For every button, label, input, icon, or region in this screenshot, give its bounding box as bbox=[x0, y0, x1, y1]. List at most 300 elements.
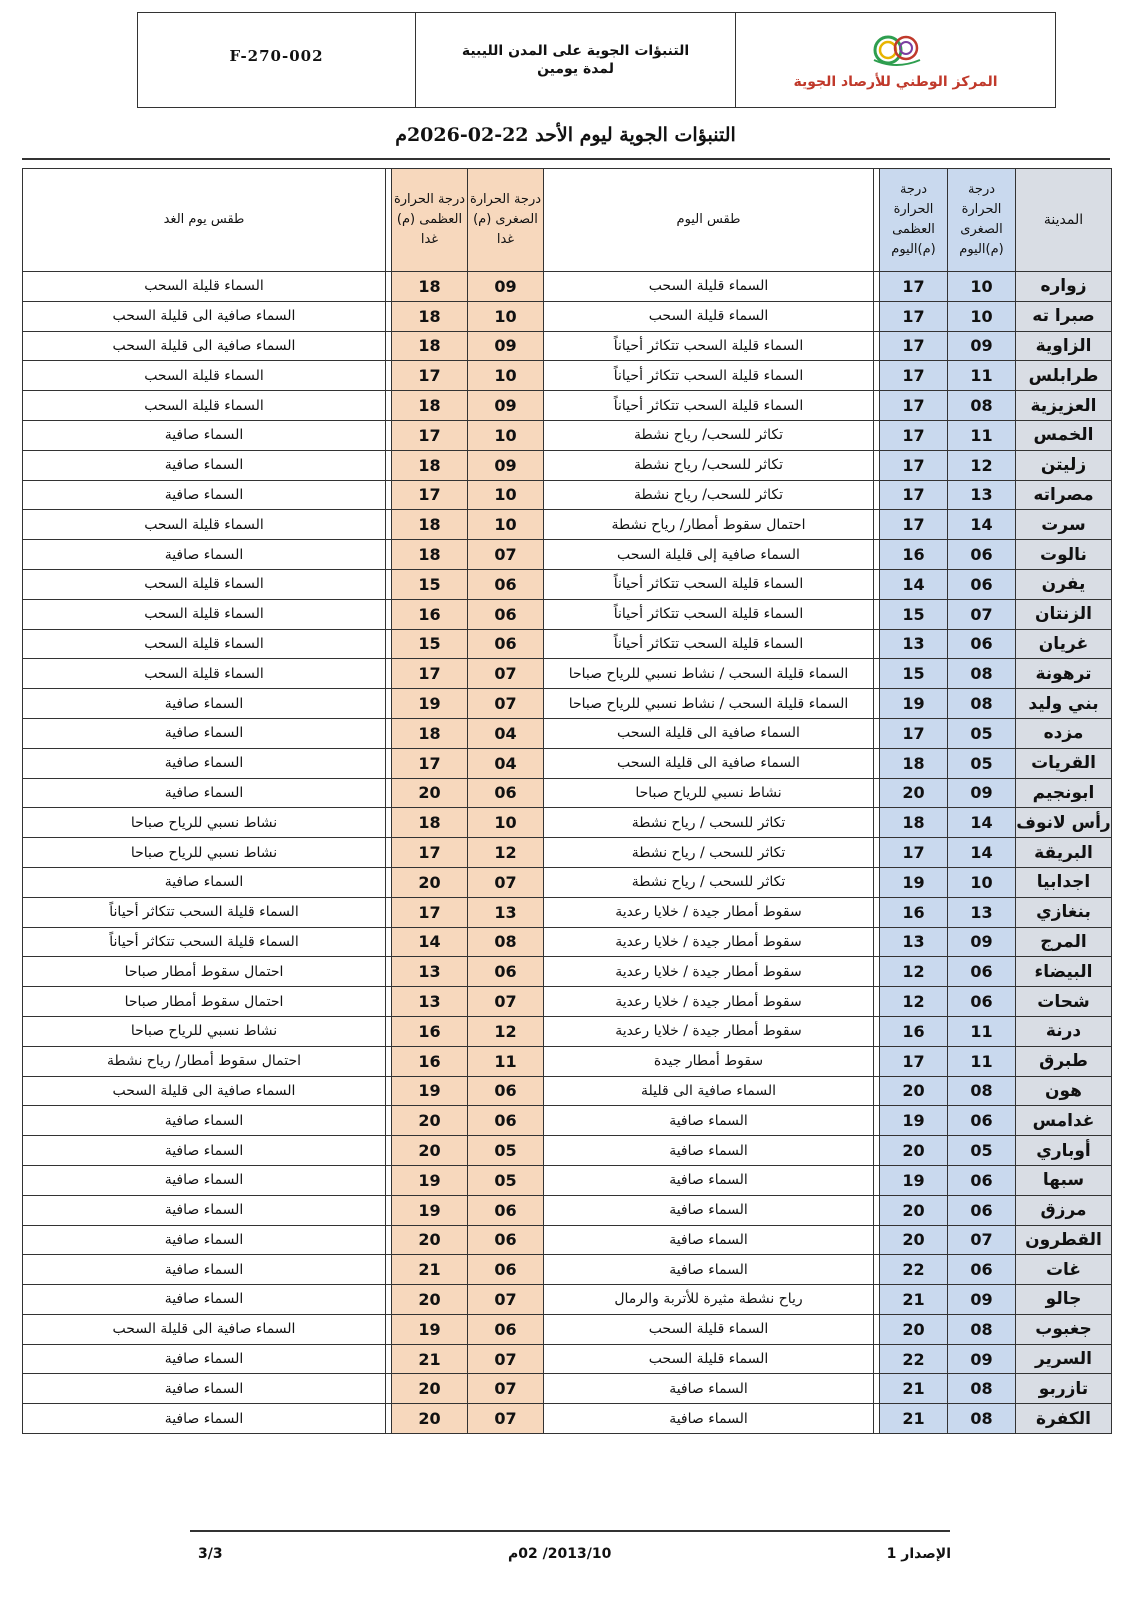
today-min-temp: 08 bbox=[948, 391, 1016, 421]
header-today-max: درجة الحرارة العظمى (م)اليوم bbox=[880, 169, 948, 272]
table-row bbox=[23, 1344, 1112, 1374]
column-gap bbox=[386, 1195, 392, 1225]
tomorrow-weather: السماء صافية bbox=[23, 1136, 386, 1166]
column-gap bbox=[386, 1076, 392, 1106]
page-title: التنبؤات الجوية ليوم الأحد 22-02-2026م bbox=[395, 124, 736, 146]
tomorrow-weather: احتمال سقوط أمطار صباحا bbox=[23, 987, 386, 1017]
column-gap bbox=[874, 361, 880, 391]
column-gap bbox=[386, 301, 392, 331]
today-max-temp: 12 bbox=[880, 957, 948, 987]
today-min-temp: 11 bbox=[948, 361, 1016, 391]
table-row bbox=[23, 1136, 1112, 1166]
column-gap bbox=[874, 1136, 880, 1166]
column-gap bbox=[386, 510, 392, 540]
tomorrow-min-temp: 06 bbox=[468, 1076, 544, 1106]
column-gap bbox=[874, 1046, 880, 1076]
city-name: هون bbox=[1016, 1076, 1112, 1106]
today-min-temp: 06 bbox=[948, 629, 1016, 659]
tomorrow-min-temp: 13 bbox=[468, 897, 544, 927]
table-row bbox=[23, 778, 1112, 808]
table-row bbox=[23, 1225, 1112, 1255]
table-row bbox=[23, 718, 1112, 748]
tomorrow-max-temp: 20 bbox=[392, 778, 468, 808]
header-tomorrow-weather: طقس يوم الغد bbox=[23, 169, 386, 272]
column-gap bbox=[874, 1106, 880, 1136]
table-row bbox=[23, 1016, 1112, 1046]
tomorrow-min-temp: 06 bbox=[468, 778, 544, 808]
city-name: البيضاء bbox=[1016, 957, 1112, 987]
city-name: القريات bbox=[1016, 748, 1112, 778]
today-min-temp: 06 bbox=[948, 1165, 1016, 1195]
tomorrow-max-temp: 13 bbox=[392, 987, 468, 1017]
today-min-temp: 14 bbox=[948, 808, 1016, 838]
column-gap bbox=[386, 1404, 392, 1434]
today-min-temp: 06 bbox=[948, 1195, 1016, 1225]
tomorrow-max-temp: 14 bbox=[392, 927, 468, 957]
tomorrow-weather: السماء صافية الى قليلة السحب bbox=[23, 1314, 386, 1344]
column-gap bbox=[874, 1374, 880, 1404]
today-min-temp: 09 bbox=[948, 1344, 1016, 1374]
document-header bbox=[137, 12, 1056, 108]
today-max-temp: 21 bbox=[880, 1374, 948, 1404]
table-row bbox=[23, 1285, 1112, 1315]
tomorrow-max-temp: 17 bbox=[392, 420, 468, 450]
today-max-temp: 16 bbox=[880, 897, 948, 927]
tomorrow-weather: السماء صافية bbox=[23, 420, 386, 450]
today-weather: تكاثر للسحب / رياح نشطة bbox=[544, 838, 874, 868]
column-gap bbox=[874, 1255, 880, 1285]
column-gap bbox=[386, 957, 392, 987]
tomorrow-min-temp: 10 bbox=[468, 301, 544, 331]
tomorrow-max-temp: 18 bbox=[392, 510, 468, 540]
header-city: المدينة bbox=[1016, 169, 1112, 272]
tomorrow-max-temp: 20 bbox=[392, 1285, 468, 1315]
tomorrow-max-temp: 17 bbox=[392, 659, 468, 689]
city-name: أوباري bbox=[1016, 1136, 1112, 1166]
footer-date: 2013/10/ 02م bbox=[508, 1546, 612, 1562]
today-weather: السماء صافية الى قليلة bbox=[544, 1076, 874, 1106]
tomorrow-weather: السماء صافية bbox=[23, 778, 386, 808]
column-gap bbox=[386, 808, 392, 838]
column-gap bbox=[386, 391, 392, 421]
today-min-temp: 06 bbox=[948, 987, 1016, 1017]
table-row bbox=[23, 1106, 1112, 1136]
today-weather: سقوط أمطار جيدة / خلايا رعدية bbox=[544, 957, 874, 987]
table-row bbox=[23, 1076, 1112, 1106]
city-name: يفرن bbox=[1016, 569, 1112, 599]
tomorrow-min-temp: 09 bbox=[468, 331, 544, 361]
table-row bbox=[23, 540, 1112, 570]
table-row bbox=[23, 301, 1112, 331]
today-weather: السماء قليلة السحب bbox=[544, 1314, 874, 1344]
column-gap bbox=[874, 510, 880, 540]
column-gap bbox=[874, 718, 880, 748]
city-name: صبرا ته bbox=[1016, 301, 1112, 331]
column-gap bbox=[386, 1136, 392, 1166]
column-gap bbox=[874, 1076, 880, 1106]
tomorrow-max-temp: 17 bbox=[392, 838, 468, 868]
today-min-temp: 09 bbox=[948, 331, 1016, 361]
column-gap bbox=[386, 361, 392, 391]
today-max-temp: 17 bbox=[880, 391, 948, 421]
tomorrow-max-temp: 19 bbox=[392, 1314, 468, 1344]
today-weather: احتمال سقوط أمطار/ رياح نشطة bbox=[544, 510, 874, 540]
tomorrow-min-temp: 07 bbox=[468, 540, 544, 570]
today-weather: سقوط أمطار جيدة / خلايا رعدية bbox=[544, 1016, 874, 1046]
table-row bbox=[23, 1314, 1112, 1344]
tomorrow-weather: السماء صافية bbox=[23, 718, 386, 748]
header-today-weather: طقس اليوم bbox=[544, 169, 874, 272]
column-gap bbox=[386, 540, 392, 570]
tomorrow-weather: السماء صافية الى قليلة السحب bbox=[23, 1076, 386, 1106]
today-min-temp: 14 bbox=[948, 510, 1016, 540]
column-gap bbox=[874, 897, 880, 927]
tomorrow-min-temp: 07 bbox=[468, 689, 544, 719]
tomorrow-min-temp: 06 bbox=[468, 957, 544, 987]
tomorrow-min-temp: 07 bbox=[468, 1404, 544, 1434]
today-weather: تكاثر للسحب / رياح نشطة bbox=[544, 867, 874, 897]
tomorrow-max-temp: 20 bbox=[392, 1106, 468, 1136]
tomorrow-max-temp: 17 bbox=[392, 897, 468, 927]
column-gap bbox=[386, 1016, 392, 1046]
footer-page-number: 3/3 bbox=[198, 1546, 223, 1562]
tomorrow-max-temp: 19 bbox=[392, 689, 468, 719]
today-max-temp: 20 bbox=[880, 1076, 948, 1106]
table-row bbox=[23, 1046, 1112, 1076]
city-name: نالوت bbox=[1016, 540, 1112, 570]
tomorrow-min-temp: 08 bbox=[468, 927, 544, 957]
tomorrow-max-temp: 20 bbox=[392, 1404, 468, 1434]
today-min-temp: 06 bbox=[948, 1255, 1016, 1285]
table-row bbox=[23, 510, 1112, 540]
tomorrow-weather: السماء صافية bbox=[23, 1374, 386, 1404]
table-row bbox=[23, 689, 1112, 719]
tomorrow-max-temp: 21 bbox=[392, 1255, 468, 1285]
today-max-temp: 21 bbox=[880, 1404, 948, 1434]
city-name: اجدابيا bbox=[1016, 867, 1112, 897]
column-gap bbox=[386, 1255, 392, 1285]
column-gap bbox=[386, 1046, 392, 1076]
tomorrow-max-temp: 18 bbox=[392, 718, 468, 748]
column-gap bbox=[386, 450, 392, 480]
tomorrow-weather: السماء صافية bbox=[23, 1255, 386, 1285]
organization-block bbox=[736, 13, 1055, 107]
column-gap bbox=[874, 272, 880, 302]
column-gap bbox=[874, 1404, 880, 1434]
form-code: F-270-002 bbox=[138, 13, 416, 107]
header-today-min: درجة الحرارة الصغرى (م)اليوم bbox=[948, 169, 1016, 272]
table-row bbox=[23, 1195, 1112, 1225]
header-tomorrow-max: درجة الحرارة العظمى (م) غدا bbox=[392, 169, 468, 272]
today-min-temp: 08 bbox=[948, 1404, 1016, 1434]
today-max-temp: 17 bbox=[880, 420, 948, 450]
column-gap bbox=[874, 599, 880, 629]
column-gap bbox=[386, 897, 392, 927]
tomorrow-weather: نشاط نسبي للرياح صباحا bbox=[23, 1016, 386, 1046]
tomorrow-min-temp: 12 bbox=[468, 838, 544, 868]
today-weather: السماء صافية bbox=[544, 1404, 874, 1434]
today-min-temp: 06 bbox=[948, 569, 1016, 599]
tomorrow-max-temp: 20 bbox=[392, 1136, 468, 1166]
today-min-temp: 05 bbox=[948, 718, 1016, 748]
tomorrow-max-temp: 18 bbox=[392, 450, 468, 480]
column-gap bbox=[386, 1106, 392, 1136]
tomorrow-max-temp: 16 bbox=[392, 1046, 468, 1076]
tomorrow-max-temp: 15 bbox=[392, 629, 468, 659]
tomorrow-min-temp: 06 bbox=[468, 1314, 544, 1344]
tomorrow-weather: احتمال سقوط أمطار صباحا bbox=[23, 957, 386, 987]
tomorrow-weather: السماء صافية bbox=[23, 540, 386, 570]
today-max-temp: 18 bbox=[880, 748, 948, 778]
tomorrow-max-temp: 18 bbox=[392, 540, 468, 570]
table-row bbox=[23, 331, 1112, 361]
document-title-line1: التنبؤات الجوية على المدن الليبية bbox=[461, 43, 690, 59]
today-weather: السماء صافية bbox=[544, 1225, 874, 1255]
table-row bbox=[23, 1374, 1112, 1404]
today-max-temp: 17 bbox=[880, 480, 948, 510]
today-min-temp: 06 bbox=[948, 540, 1016, 570]
today-max-temp: 17 bbox=[880, 331, 948, 361]
column-gap bbox=[386, 987, 392, 1017]
today-min-temp: 08 bbox=[948, 1314, 1016, 1344]
city-name: طرابلس bbox=[1016, 361, 1112, 391]
table-row bbox=[23, 391, 1112, 421]
city-name: سبها bbox=[1016, 1165, 1112, 1195]
tomorrow-max-temp: 18 bbox=[392, 391, 468, 421]
today-min-temp: 08 bbox=[948, 659, 1016, 689]
city-name: تازربو bbox=[1016, 1374, 1112, 1404]
column-gap bbox=[386, 867, 392, 897]
city-name: البريقة bbox=[1016, 838, 1112, 868]
table-row bbox=[23, 808, 1112, 838]
today-max-temp: 22 bbox=[880, 1255, 948, 1285]
tomorrow-max-temp: 20 bbox=[392, 867, 468, 897]
today-min-temp: 07 bbox=[948, 599, 1016, 629]
tomorrow-min-temp: 07 bbox=[468, 659, 544, 689]
tomorrow-max-temp: 19 bbox=[392, 1195, 468, 1225]
tomorrow-max-temp: 20 bbox=[392, 1225, 468, 1255]
today-weather: السماء قليلة السحب تتكاثر أحياناً bbox=[544, 361, 874, 391]
column-gap bbox=[386, 1344, 392, 1374]
city-name: رأس لانوف bbox=[1016, 808, 1112, 838]
today-max-temp: 22 bbox=[880, 1344, 948, 1374]
tomorrow-max-temp: 19 bbox=[392, 1165, 468, 1195]
tomorrow-max-temp: 18 bbox=[392, 808, 468, 838]
tomorrow-weather: السماء قليلة السحب bbox=[23, 510, 386, 540]
tomorrow-weather: السماء صافية bbox=[23, 1344, 386, 1374]
tomorrow-max-temp: 20 bbox=[392, 1374, 468, 1404]
city-name: جالو bbox=[1016, 1285, 1112, 1315]
today-min-temp: 11 bbox=[948, 1016, 1016, 1046]
city-name: مصراته bbox=[1016, 480, 1112, 510]
city-name: الكفرة bbox=[1016, 1404, 1112, 1434]
column-gap bbox=[874, 957, 880, 987]
document-title bbox=[416, 13, 736, 107]
tomorrow-min-temp: 06 bbox=[468, 1106, 544, 1136]
tomorrow-weather: السماء صافية bbox=[23, 450, 386, 480]
today-min-temp: 08 bbox=[948, 1076, 1016, 1106]
tomorrow-min-temp: 10 bbox=[468, 510, 544, 540]
column-gap bbox=[874, 1165, 880, 1195]
today-max-temp: 16 bbox=[880, 540, 948, 570]
today-max-temp: 17 bbox=[880, 450, 948, 480]
tomorrow-weather: السماء قليلة السحب bbox=[23, 629, 386, 659]
column-gap bbox=[874, 1225, 880, 1255]
table-row bbox=[23, 361, 1112, 391]
table-row bbox=[23, 450, 1112, 480]
today-min-temp: 10 bbox=[948, 272, 1016, 302]
column-gap bbox=[874, 689, 880, 719]
today-min-temp: 12 bbox=[948, 450, 1016, 480]
tomorrow-weather: السماء صافية bbox=[23, 1404, 386, 1434]
today-min-temp: 14 bbox=[948, 838, 1016, 868]
today-weather: السماء صافية bbox=[544, 1374, 874, 1404]
today-weather: السماء قليلة السحب bbox=[544, 1344, 874, 1374]
city-name: العزيزية bbox=[1016, 391, 1112, 421]
today-max-temp: 15 bbox=[880, 659, 948, 689]
today-weather: تكاثر للسحب / رياح نشطة bbox=[544, 808, 874, 838]
today-weather: تكاثر للسحب/ رياح نشطة bbox=[544, 480, 874, 510]
column-gap bbox=[874, 1016, 880, 1046]
column-gap bbox=[874, 1314, 880, 1344]
tomorrow-max-temp: 17 bbox=[392, 361, 468, 391]
today-weather: السماء قليلة السحب تتكاثر أحياناً bbox=[544, 629, 874, 659]
today-weather: سقوط أمطار جيدة / خلايا رعدية bbox=[544, 987, 874, 1017]
tomorrow-weather: السماء صافية bbox=[23, 689, 386, 719]
tomorrow-weather: السماء صافية bbox=[23, 867, 386, 897]
tomorrow-min-temp: 10 bbox=[468, 480, 544, 510]
today-min-temp: 13 bbox=[948, 480, 1016, 510]
today-min-temp: 05 bbox=[948, 748, 1016, 778]
table-row bbox=[23, 1165, 1112, 1195]
column-gap bbox=[386, 272, 392, 302]
table-row bbox=[23, 987, 1112, 1017]
tomorrow-max-temp: 15 bbox=[392, 569, 468, 599]
tomorrow-weather: السماء صافية bbox=[23, 480, 386, 510]
today-max-temp: 20 bbox=[880, 778, 948, 808]
table-row bbox=[23, 629, 1112, 659]
city-name: زواره bbox=[1016, 272, 1112, 302]
tomorrow-weather: السماء صافية bbox=[23, 1285, 386, 1315]
today-weather: السماء صافية bbox=[544, 1165, 874, 1195]
forecast-table bbox=[22, 168, 1112, 1434]
today-weather: السماء صافية إلى قليلة السحب bbox=[544, 540, 874, 570]
today-max-temp: 20 bbox=[880, 1136, 948, 1166]
column-gap bbox=[874, 480, 880, 510]
today-min-temp: 07 bbox=[948, 1225, 1016, 1255]
city-name: ترهونة bbox=[1016, 659, 1112, 689]
today-max-temp: 20 bbox=[880, 1225, 948, 1255]
tomorrow-weather: السماء قليلة السحب bbox=[23, 599, 386, 629]
city-name: المرج bbox=[1016, 927, 1112, 957]
today-max-temp: 20 bbox=[880, 1195, 948, 1225]
tomorrow-max-temp: 16 bbox=[392, 1016, 468, 1046]
column-gap bbox=[386, 420, 392, 450]
column-gap bbox=[874, 331, 880, 361]
tomorrow-min-temp: 05 bbox=[468, 1136, 544, 1166]
column-gap bbox=[874, 1285, 880, 1315]
today-weather: السماء صافية الى قليلة السحب bbox=[544, 718, 874, 748]
today-min-temp: 10 bbox=[948, 301, 1016, 331]
tomorrow-max-temp: 21 bbox=[392, 1344, 468, 1374]
column-gap bbox=[386, 1225, 392, 1255]
city-name: طبرق bbox=[1016, 1046, 1112, 1076]
today-min-temp: 09 bbox=[948, 927, 1016, 957]
today-min-temp: 08 bbox=[948, 689, 1016, 719]
today-min-temp: 13 bbox=[948, 897, 1016, 927]
today-weather: السماء قليلة السحب تتكاثر أحياناً bbox=[544, 391, 874, 421]
column-gap bbox=[874, 1344, 880, 1374]
today-max-temp: 19 bbox=[880, 689, 948, 719]
today-max-temp: 13 bbox=[880, 629, 948, 659]
city-name: بني وليد bbox=[1016, 689, 1112, 719]
today-weather: سقوط أمطار جيدة / خلايا رعدية bbox=[544, 897, 874, 927]
table-row bbox=[23, 1255, 1112, 1285]
today-max-temp: 17 bbox=[880, 510, 948, 540]
today-weather: السماء قليلة السحب / نشاط نسبي للرياح صباحا bbox=[544, 659, 874, 689]
today-weather: سقوط أمطار جيدة / خلايا رعدية bbox=[544, 927, 874, 957]
city-name: درنة bbox=[1016, 1016, 1112, 1046]
tomorrow-weather: السماء صافية bbox=[23, 748, 386, 778]
city-name: مزده bbox=[1016, 718, 1112, 748]
city-name: السرير bbox=[1016, 1344, 1112, 1374]
today-max-temp: 14 bbox=[880, 569, 948, 599]
today-max-temp: 17 bbox=[880, 1046, 948, 1076]
city-name: شحات bbox=[1016, 987, 1112, 1017]
today-max-temp: 19 bbox=[880, 867, 948, 897]
table-row bbox=[23, 748, 1112, 778]
tomorrow-min-temp: 07 bbox=[468, 987, 544, 1017]
tomorrow-min-temp: 07 bbox=[468, 1374, 544, 1404]
city-name: سرت bbox=[1016, 510, 1112, 540]
tomorrow-min-temp: 09 bbox=[468, 272, 544, 302]
tomorrow-max-temp: 13 bbox=[392, 957, 468, 987]
tomorrow-weather: السماء قليلة السحب تتكاثر أحياناً bbox=[23, 927, 386, 957]
city-name: جغبوب bbox=[1016, 1314, 1112, 1344]
tomorrow-min-temp: 12 bbox=[468, 1016, 544, 1046]
column-gap bbox=[386, 629, 392, 659]
tomorrow-weather: السماء قليلة السحب bbox=[23, 361, 386, 391]
tomorrow-min-temp: 06 bbox=[468, 1225, 544, 1255]
column-gap bbox=[874, 629, 880, 659]
table-row bbox=[23, 927, 1112, 957]
document-title-line2: لمدة يومين bbox=[537, 61, 614, 77]
tomorrow-min-temp: 06 bbox=[468, 599, 544, 629]
column-gap bbox=[874, 301, 880, 331]
today-max-temp: 19 bbox=[880, 1106, 948, 1136]
today-max-temp: 17 bbox=[880, 272, 948, 302]
column-gap bbox=[386, 689, 392, 719]
column-gap bbox=[386, 927, 392, 957]
tomorrow-min-temp: 07 bbox=[468, 1344, 544, 1374]
today-weather: السماء صافية bbox=[544, 1106, 874, 1136]
city-name: مرزق bbox=[1016, 1195, 1112, 1225]
today-weather: نشاط نسبي للرياح صباحا bbox=[544, 778, 874, 808]
city-name: الخمس bbox=[1016, 420, 1112, 450]
city-name: غدامس bbox=[1016, 1106, 1112, 1136]
tomorrow-min-temp: 10 bbox=[468, 808, 544, 838]
today-max-temp: 18 bbox=[880, 808, 948, 838]
organization-name: المركز الوطني للأرصاد الجوية bbox=[793, 74, 998, 90]
column-gap bbox=[386, 1285, 392, 1315]
column-gap bbox=[386, 659, 392, 689]
column-gap bbox=[386, 778, 392, 808]
tomorrow-min-temp: 06 bbox=[468, 1255, 544, 1285]
title-divider bbox=[22, 158, 1110, 160]
column-gap bbox=[874, 659, 880, 689]
tomorrow-min-temp: 09 bbox=[468, 391, 544, 421]
column-gap bbox=[874, 450, 880, 480]
